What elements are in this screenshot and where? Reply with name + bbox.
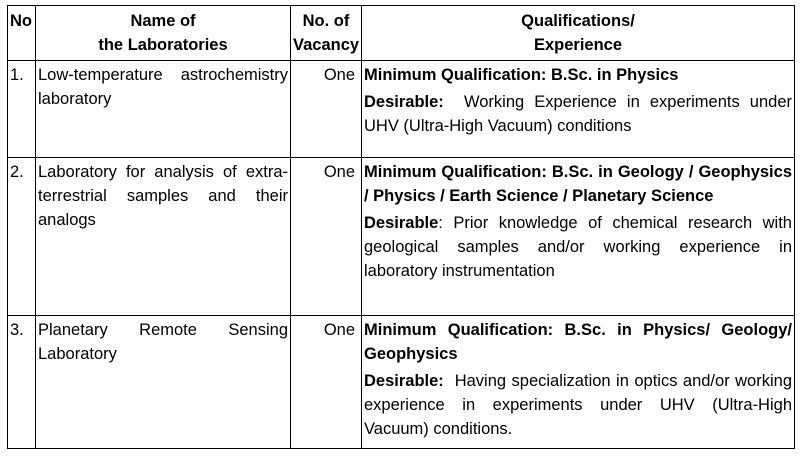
row-number: 3. xyxy=(8,316,36,449)
vacancy-count: One xyxy=(291,158,362,316)
table-row xyxy=(8,61,795,158)
qualification-cell xyxy=(362,61,795,158)
row-number: 2. xyxy=(8,158,36,316)
minimum-qualification: Minimum Qualification: B.Sc. in Physics xyxy=(364,66,679,84)
desirable-qualification: Desirable: Prior knowledge of chemical research with geological samples and/or working experience in laboratory instrumentation xyxy=(364,214,792,280)
minimum-qualification: Minimum Qualification: B.Sc. in Geology / Geophysics / Physics / Earth Science / Planetary Science xyxy=(364,163,792,205)
header-vacancy: No. of Vacancy xyxy=(291,6,362,61)
table-row xyxy=(8,158,795,316)
vacancy-count: One xyxy=(291,316,362,449)
vacancy-table xyxy=(7,5,795,449)
vacancy-count: One xyxy=(291,61,362,158)
desirable-qualification: Desirable: Working Experience in experiments under UHV (Ultra-High Vacuum) conditions xyxy=(364,93,793,135)
laboratory-name: Low-temperature astrochemistry laboratory xyxy=(36,61,291,158)
header-qualifications: Qualifications/ Experience xyxy=(362,6,795,61)
row-number: 1. xyxy=(8,61,36,158)
desirable-qualification: Desirable: Having specialization in optics and/or working experience in experiments under UHV (Ultra-High Vacuum) conditions. xyxy=(364,372,792,438)
header-name: Name of the Laboratories xyxy=(36,6,291,61)
minimum-qualification: Minimum Qualification: B.Sc. in Physics/ Geology/ Geophysics xyxy=(364,321,792,363)
qualification-cell xyxy=(362,158,795,316)
qualification-cell xyxy=(362,316,795,449)
header-no: No xyxy=(8,6,36,61)
table-row xyxy=(8,316,795,449)
laboratory-name: Planetary Remote Sensing Laboratory xyxy=(36,316,291,449)
laboratory-name: Laboratory for analysis of extra-terrestrial samples and their analogs xyxy=(36,158,291,316)
table-header-row xyxy=(8,6,795,61)
